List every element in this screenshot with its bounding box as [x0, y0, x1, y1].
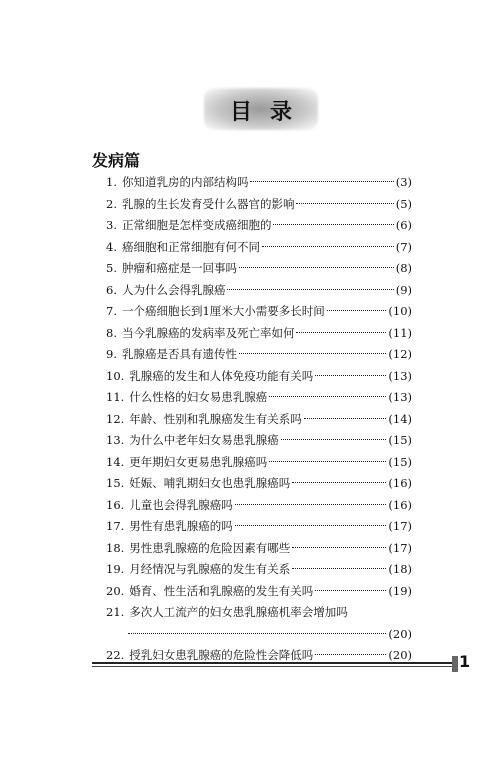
entry-number: 6. [106, 282, 117, 297]
entry-number: 14. [106, 454, 125, 469]
entry-page: (3) [395, 175, 412, 189]
entry-page: (13) [388, 390, 412, 404]
entry-title: 什么性格的妇女易患乳腺癌 [129, 390, 268, 404]
dot-leader [262, 246, 394, 247]
entry-page: (17) [388, 519, 412, 533]
entry-page: (7) [395, 239, 412, 254]
entry-title: 月经情况与乳腺癌的发生有关系 [129, 562, 291, 576]
entry-page: (8) [395, 261, 412, 275]
dot-leader [250, 181, 393, 182]
footer-rule [92, 662, 454, 664]
entry-number: 9. [106, 347, 117, 361]
entry-number: 22. [106, 648, 125, 662]
toc-entry [106, 194, 412, 216]
entry-number: 21. [106, 605, 125, 619]
entry-title: 婚育、性生活和乳腺癌的发生有关吗 [129, 583, 314, 598]
entry-number: 11. [106, 390, 125, 404]
dot-leader [235, 525, 387, 526]
entry-page: (6) [395, 218, 412, 232]
entry-title: 乳腺癌是否具有遗传性 [121, 347, 237, 361]
entry-page: (13) [388, 368, 412, 383]
entry-number: 1. [106, 175, 117, 189]
entry-number: 10. [106, 368, 125, 383]
entry-page: (17) [388, 540, 412, 555]
entry-number: 5. [106, 261, 117, 275]
entry-number: 18. [106, 540, 125, 555]
entry-title: 一个癌细胞长到1厘米大小需要多长时间 [121, 304, 325, 318]
dot-leader [227, 289, 393, 290]
entry-page: (14) [388, 411, 412, 426]
toc-entry [106, 366, 412, 388]
dot-leader [239, 353, 386, 354]
entry-title: 授乳妇女患乳腺癌的危险性会降低吗 [129, 648, 314, 662]
entry-page: (12) [388, 347, 412, 361]
dot-leader [235, 504, 387, 505]
toc-entry [106, 538, 412, 560]
entry-number: 16. [106, 497, 125, 512]
entry-number: 7. [106, 304, 117, 318]
entry-number: 8. [106, 325, 117, 340]
page-title: 目录 [229, 100, 310, 125]
toc-entry [106, 559, 412, 581]
toc-entry [106, 602, 412, 645]
toc-entry [106, 215, 412, 237]
toc-entry [106, 387, 412, 409]
entry-title: 癌细胞和正常细胞有何不同 [121, 239, 260, 254]
entry-title: 年龄、性别和乳腺癌发生有关系吗 [129, 411, 302, 426]
dot-leader [292, 568, 386, 569]
entry-page: (5) [395, 196, 412, 211]
toc-entry [106, 237, 412, 259]
entry-page: (20) [388, 648, 412, 662]
dot-leader [269, 461, 386, 462]
footer-rule-thin [92, 666, 454, 667]
entry-page: (10) [388, 304, 412, 318]
entry-page: (18) [388, 562, 412, 576]
toc-entry [106, 301, 412, 323]
entry-number: 20. [106, 583, 125, 598]
entry-number: 15. [106, 476, 125, 490]
entry-title: 肿瘤和癌症是一回事吗 [121, 261, 237, 275]
table-of-contents [106, 172, 412, 667]
dot-leader [304, 418, 387, 419]
entry-title: 男性患乳腺癌的危险因素有哪些 [129, 540, 291, 555]
dot-leader [315, 375, 386, 376]
entry-page: (15) [388, 454, 412, 469]
toc-entry [106, 258, 412, 280]
entry-number: 3. [106, 218, 117, 232]
entry-title: 妊娠、哺乳期妇女也患乳腺癌吗 [129, 476, 291, 490]
entry-title: 乳腺的生长发育受什么器官的影响 [121, 196, 295, 211]
entry-title: 更年期妇女更易患乳腺癌吗 [129, 454, 268, 469]
entry-title: 正常细胞是怎样变成癌细胞的 [121, 218, 272, 232]
entry-page: (19) [388, 583, 412, 598]
entry-title: 多次人工流产的妇女患乳腺癌机率会增加吗 [129, 605, 348, 619]
dot-leader [327, 310, 387, 311]
entry-number: 13. [106, 433, 125, 447]
dot-leader [269, 396, 386, 397]
entry-number: 17. [106, 519, 125, 533]
dot-leader [292, 482, 386, 483]
entry-page: (11) [388, 325, 412, 340]
toc-entry [106, 430, 412, 452]
entry-title: 乳腺癌的发生和人体免疫功能有关吗 [129, 368, 314, 383]
entry-number: 2. [106, 196, 117, 211]
entry-page: (20) [388, 626, 412, 641]
entry-title: 为什么中老年妇女易患乳腺癌 [129, 433, 279, 447]
toc-entry [106, 473, 412, 495]
dot-leader [296, 203, 393, 204]
section-heading: 发病篇 [92, 151, 141, 170]
entry-title: 当今乳腺癌的发病率及死亡率如何 [121, 325, 295, 340]
dot-leader [315, 590, 386, 591]
dot-leader [273, 224, 393, 225]
entry-title: 你知道乳房的内部结构吗 [121, 175, 249, 189]
toc-entry [106, 581, 412, 603]
entry-page: (15) [388, 433, 412, 447]
toc-entry [106, 172, 412, 194]
page-number: 1 [459, 652, 471, 671]
toc-entry [106, 495, 412, 517]
toc-entry [106, 452, 412, 474]
entry-number: 4. [106, 239, 117, 254]
dot-leader [296, 332, 386, 333]
dot-leader [128, 633, 386, 634]
entry-page: (9) [395, 282, 412, 297]
toc-entry [106, 409, 412, 431]
toc-entry [106, 323, 412, 345]
toc-entry [106, 344, 412, 366]
toc-title-block [204, 88, 318, 130]
entry-number: 12. [106, 411, 125, 426]
dot-leader [292, 547, 386, 548]
toc-entry [106, 280, 412, 302]
entry-page: (16) [388, 497, 412, 512]
footer-rule-cap [452, 656, 458, 672]
entry-title: 男性有患乳腺癌的吗 [129, 519, 233, 533]
toc-entry [106, 516, 412, 538]
dot-leader [315, 654, 386, 655]
entry-number: 19. [106, 562, 125, 576]
dot-leader [281, 439, 387, 440]
entry-page: (16) [388, 476, 412, 490]
entry-title: 人为什么会得乳腺癌 [121, 282, 226, 297]
dot-leader [239, 267, 394, 268]
entry-title: 儿童也会得乳腺癌吗 [129, 497, 233, 512]
